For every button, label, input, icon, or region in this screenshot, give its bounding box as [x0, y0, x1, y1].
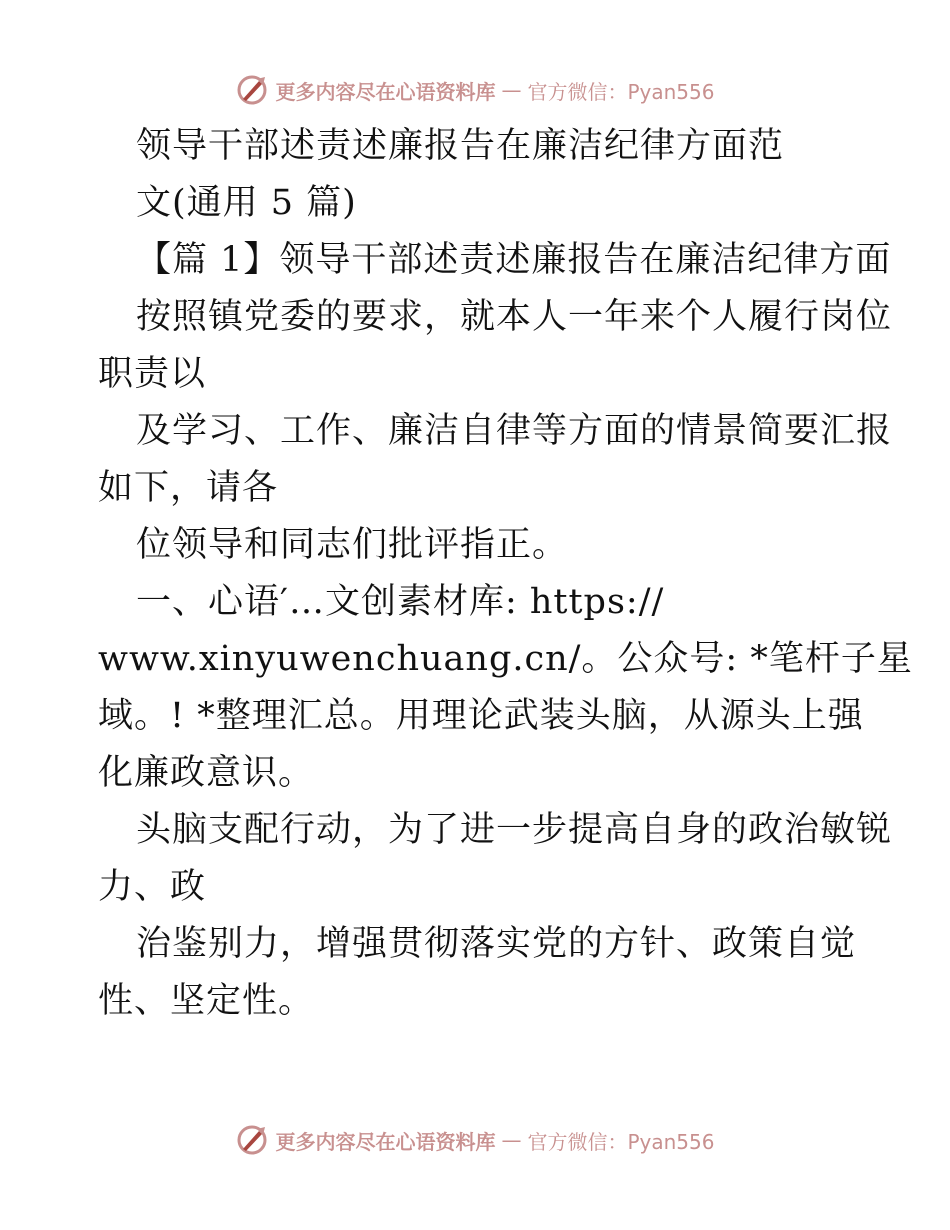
paragraph-line: 职责以	[98, 354, 207, 394]
watermark-footer	[0, 1120, 950, 1160]
paragraph-line: 域。! *整理汇总。用理论武装头脑，从源头上强	[98, 696, 864, 736]
paragraph-line: 力、政	[98, 867, 207, 907]
document-body	[98, 118, 913, 1030]
watermark-separator: —	[501, 78, 522, 102]
paragraph-line: 头脑支配行动，为了进一步提高自身的政治敏锐	[136, 810, 893, 850]
watermark-contact: 官方微信：Pyan556	[527, 79, 715, 104]
section-heading: 【篇 1】领导干部述责述廉报告在廉洁纪律方面	[136, 240, 892, 280]
watermark-contact: 官方微信：Pyan556	[527, 1129, 715, 1154]
quill-logo-icon	[235, 1123, 269, 1157]
paragraph-line: 按照镇党委的要求，就本人一年来个人履行岗位	[136, 297, 893, 337]
paragraph-line: www.xinyuwenchuang.cn/。公众号: *笔杆子星	[98, 639, 913, 679]
watermark-brand: 更多内容尽在心语资料库	[275, 1129, 496, 1154]
paragraph-line: 化廉政意识。	[98, 753, 315, 793]
doc-title-line-2: 文(通用 5 篇)	[136, 183, 357, 223]
paragraph-line: 如下，请各	[98, 468, 279, 508]
quill-logo-icon	[235, 73, 269, 107]
watermark-separator: —	[501, 1128, 522, 1152]
watermark-group	[235, 1123, 714, 1157]
paragraph-line: 性、坚定性。	[98, 981, 315, 1021]
watermark-brand: 更多内容尽在心语资料库	[275, 79, 496, 104]
doc-title-line-1: 领导干部述责述廉报告在廉洁纪律方面范	[136, 126, 785, 166]
paragraph-line: 治鉴别力，增强贯彻落实党的方针、政策自觉	[136, 924, 857, 964]
watermark-header	[0, 70, 950, 110]
watermark-group	[235, 73, 714, 107]
paragraph-line: 一、心语′…文创素材库: https://	[136, 582, 665, 622]
paragraph-line: 位领导和同志们批评指正。	[136, 525, 569, 565]
paragraph-line: 及学习、工作、廉洁自律等方面的情景简要汇报	[136, 411, 893, 451]
